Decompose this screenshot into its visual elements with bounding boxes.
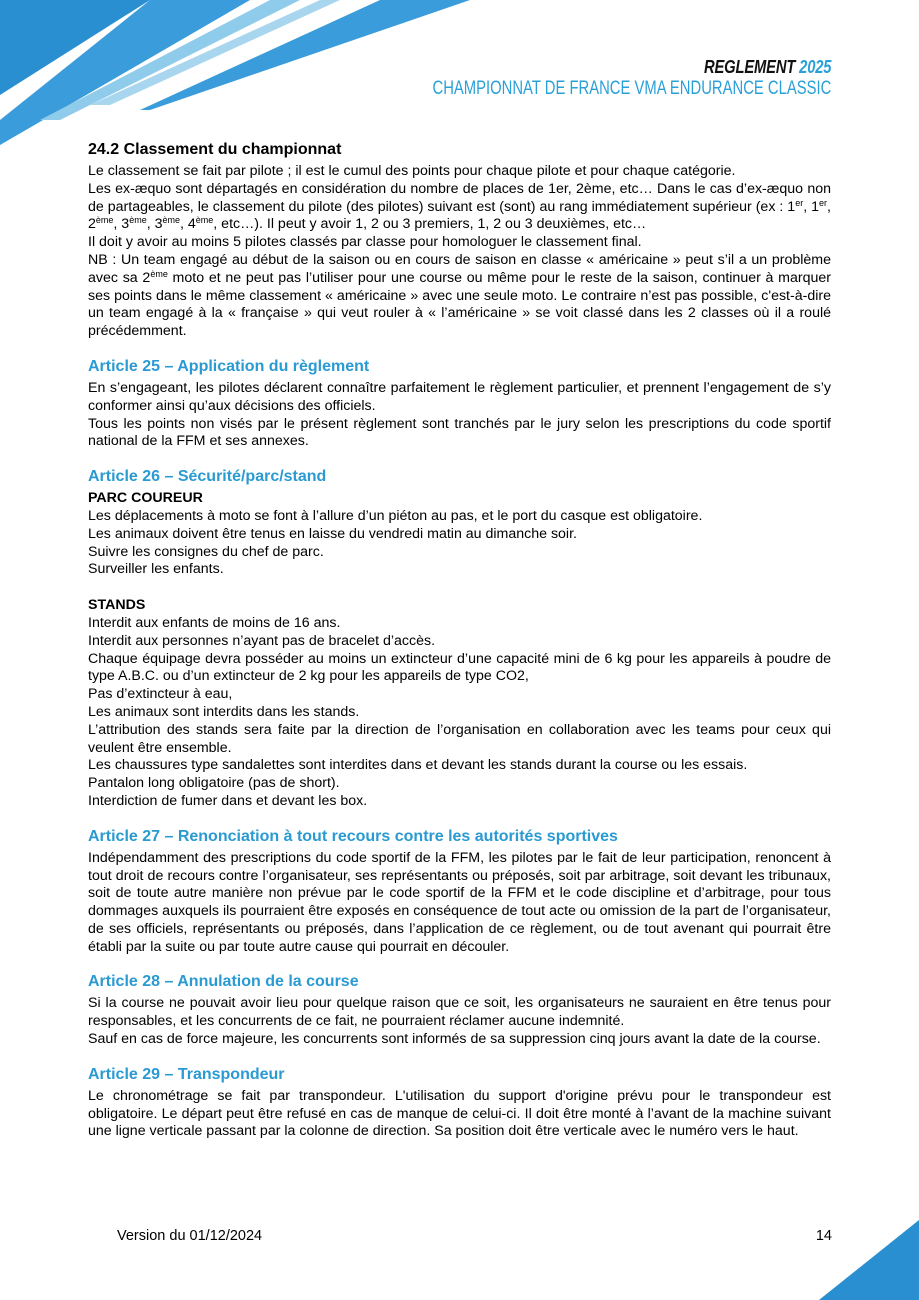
section-24-2-p3: Il doit y avoir au moins 5 pilotes classés par classe pour homologuer le classement final. [88,234,642,251]
stands-line: Chaque équipage devra posséder au moins un extincteur d’une capacité mini de 6 kg pour les appareils à poudre de type A.B.C. ou d’un extincteur de 2 kg pour les appareils de type CO2, [88,650,831,685]
stands-line: Interdiction de fumer dans et devant les box. [88,792,368,809]
section-24-2-p1: Le classement se fait par pilote ; il est le cumul des points pour chaque pilote et pour chaque catégorie. [88,163,736,179]
article-28-p2: Sauf en cas de force majeure, les concurrents sont informés de sa suppression cinq jours avant la date de la course. [88,1031,821,1048]
article-28-p1: Si la course ne pouvait avoir lieu pour quelque raison que ce soit, les organisateurs ne sauraient en être tenus pour responsables, et les concurrents de ce fait, ne pourraient réclamer aucune indemnité. [88,995,831,1030]
article-27-title: Article 27 – Renonciation à tout recours contre les autorités sportives [88,827,618,845]
document-header [320,58,831,100]
article-25-p2: Tous les points non visés par le présent règlement sont tranchés par le jury selon les prescriptions du code sportif national de la FFM et ses annexes. [88,415,831,450]
bottom-right-triangle-decoration [819,1220,919,1300]
parc-line: Surveiller les enfants. [88,561,224,578]
stands-line: Pas d’extincteur à eau, [88,686,233,703]
document-body [88,140,831,1141]
stands-line: Les animaux sont interdits dans les stands. [88,703,360,720]
header-title-year: 2025 [798,57,831,77]
section-24-2-p2: Les ex-æquo sont départagés en considération du nombre de places de 1er, 2ème, etc… Dans le cas d’ex-æquo non de partageables, le classement du pilote (des pilotes) suivant est (sont) au rang immédiatement supérieur (ex : 1er, 1er, 2ème, 3ème, 3ème, 4ème, etc…). Il peut y avoir 1, 2 ou 3 premiers, 1, 2 ou 3 deuxièmes, etc… [88,180,831,233]
stands-line: Interdit aux enfants de moins de 16 ans. [88,614,341,631]
section-24-2-p4: NB : Un team engagé au début de la saison ou en cours de saison en classe « américaine » peut s’il a un problème avec sa 2ème moto et ne peut pas l’utiliser pour une course ou même pour le reste de la saison, continuer à marquer ses points dans le même classement « américaine » avec une seule moto. Le contraire n’est pas possible, c'est-à-dire un team engagé à la « française » qui veut rouler à « l’américaine » se voit classé dans les 2 classes où il a roulé précédemment. [88,251,832,340]
parc-line: Les déplacements à moto se font à l’allure d’un piéton au pas, et le port du casque est obligatoire. [88,507,703,524]
parc-line: Suivre les consignes du chef de parc. [88,543,324,560]
article-29-p1: Le chronométrage se fait par transpondeur. L'utilisation du support d'origine prévu pour le transpondeur est obligatoire. Le départ peut être refusé en cas de manque de celui-ci. Il doit être monté à l’avant de la machine suivant une ligne verticale passant par la colonne de direction. Sa position doit être verticale avec le numéro vers le haut. [88,1087,831,1140]
stands-line: Interdit aux personnes n’ayant pas de bracelet d’accès. [88,632,436,649]
version-date: Version du 01/12/2024 [117,1228,263,1244]
stands-line: Pantalon long obligatoire (pas de short). [88,775,340,792]
header-subtitle: CHAMPIONNAT DE FRANCE VMA ENDURANCE CLASSIC [432,78,831,99]
page-number: 14 [815,1228,832,1244]
article-29-title: Article 29 – Transpondeur [88,1065,285,1083]
article-28-title: Article 28 – Annulation de la course [88,973,359,991]
section-24-2-title: 24.2 Classement du championnat [88,141,342,158]
header-title [412,58,831,76]
stands-title: STANDS [88,597,146,614]
article-27-p1: Indépendamment des prescriptions du code sportif de la FFM, les pilotes par le fait de leur participation, renoncent à tout droit de recours contre l’organisateur, ses représentants ou préposés, soit par arbitrage, soit devant les tribunaux, soit de toute autre manière non prévue par le code sportif de la FFM et le code discipline et d’arbitrage, pour tous dommages auxquels ils pourraient être exposés en conséquence de tout acte ou omission de la part de l’organisateur, de ses officiels, représentants ou préposés, dans l’application de ce règlement, ou de tout avenant qui pourrait être établi par la suite ou par toute autre cause qui pourrait en découler. [88,849,831,955]
article-25-p1: En s’engageant, les pilotes déclarent connaître parfaitement le règlement particulier, et prennent l’engagement de s’y conformer ainsi qu’aux décisions des officiels. [88,379,831,414]
header-title-prefix: REGLEMENT [703,57,799,77]
parc-line: Les animaux doivent être tenus en laisse du vendredi matin au dimanche soir. [88,525,577,542]
stands-line: Les chaussures type sandalettes sont interdites dans et devant les stands durant la course ou les essais. [88,757,748,774]
article-25-title: Article 25 – Application du règlement [88,357,370,375]
article-26-title: Article 26 – Sécurité/parc/stand [88,468,327,486]
stands-line: L’attribution des stands sera faite par la direction de l’organisation en collaboration avec les teams pour ceux qui veulent être ensemble. [88,721,831,756]
parc-coureur-title: PARC COUREUR [88,490,203,507]
